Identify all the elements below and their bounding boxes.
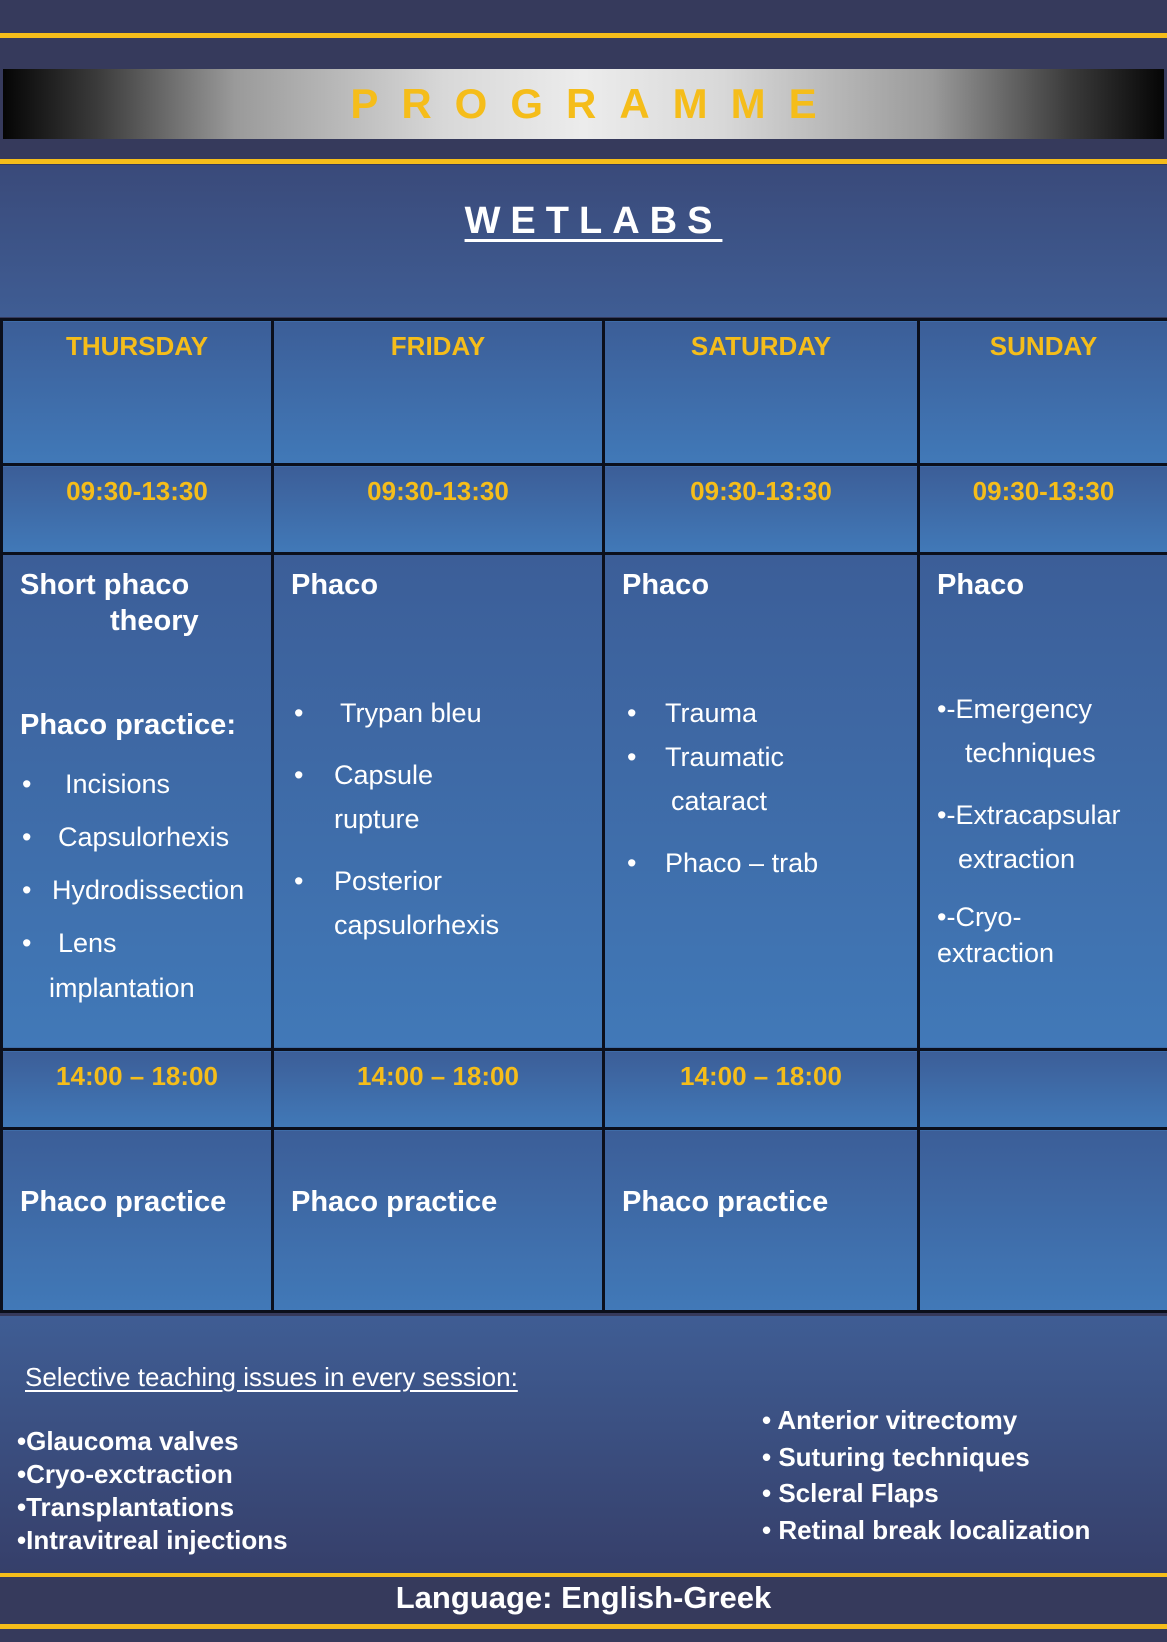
list-item: • Trypan bleu [294,697,482,728]
time-cell: 09:30-13:30 [604,465,919,553]
list-item: • Anterior vitrectomy [762,1405,1018,1435]
session-cell [919,1129,1167,1312]
list-item: •Intravitreal injections [17,1525,288,1555]
time-cell [919,1050,1167,1129]
time-cell: 14:00 – 18:00 [2,1050,273,1129]
day-cell: SATURDAY [604,320,919,465]
thursday-morning-cell [2,553,273,1050]
list-item: • Scleral Flaps [762,1478,939,1508]
session-cell: Phaco practice [273,1129,604,1312]
session-title: Phaco [937,568,1025,601]
session-title: Short phaco theory [20,568,199,637]
list-item: • Capsulorhexis [22,821,230,852]
list-item: • Retinal break localization [762,1514,1091,1545]
morning-time-row [2,465,1167,553]
topic-list [3,742,271,1006]
list-item: •-Extracapsular [937,799,1121,830]
teaching-list-left [17,1425,288,1557]
list-item: • Lens [22,927,117,958]
teaching-title: Selective teaching issues in every session: [25,1362,518,1392]
list-item: implantation [49,972,195,1003]
session-subtitle: Phaco practice: [20,708,236,741]
list-item: • Incisions [22,768,171,799]
programme-banner [3,69,1164,139]
day-cell: SUNDAY [919,320,1167,465]
time-cell: 14:00 – 18:00 [273,1050,604,1129]
list-item: rupture [334,803,420,834]
list-item: • Posterior [294,865,443,896]
time-cell: 09:30-13:30 [919,465,1167,553]
day-cell: THURSDAY [2,320,273,465]
saturday-morning-cell [604,553,919,1050]
sunday-morning-cell [919,553,1167,1050]
list-item: • Suturing techniques [762,1441,1030,1472]
list-item: •Glaucoma valves [17,1426,239,1456]
list-item: • Trauma [627,697,758,728]
mid-gold-line [0,159,1167,164]
day-cell: FRIDAY [273,320,604,465]
topic-list [274,603,602,947]
afternoon-time-row [2,1050,1167,1129]
wetlabs-title: WETLABS [464,200,723,242]
list-item: •-Cryo- [937,901,1022,932]
list-item: • Capsule [294,759,434,790]
list-item: •Cryo-exctraction [17,1459,233,1489]
list-item: extraction [937,937,1055,968]
list-item: •Transplantations [17,1492,235,1522]
list-item: • Hydrodissection [22,874,245,905]
list-item: •-Emergency [937,693,1092,724]
list-item: • Phaco – trab [627,847,819,878]
time-cell: 09:30-13:30 [2,465,273,553]
list-item: extraction [958,843,1076,874]
schedule-table [0,318,1167,1313]
day-header-row [2,320,1167,465]
time-cell: 14:00 – 18:00 [604,1050,919,1129]
list-item: capsulorhexis [334,909,500,940]
list-item: cataract [671,785,768,816]
topic-list [605,603,917,885]
session-cell: Phaco practice [2,1129,273,1312]
friday-morning-cell [273,553,604,1050]
list-item: • Traumatic [627,741,785,772]
list-item: techniques [965,737,1096,768]
morning-session-row [2,553,1167,1050]
afternoon-session-row [2,1129,1167,1312]
banner-title: PROGRAMME [350,80,840,127]
top-gold-line [0,33,1167,38]
session-cell: Phaco practice [604,1129,919,1312]
footer-bottom-gold-line [0,1624,1167,1629]
session-title: Phaco [622,568,710,601]
topic-list [920,603,1167,971]
language-label: Language: English-Greek [395,1580,772,1615]
time-cell: 09:30-13:30 [273,465,604,553]
session-title: Phaco [291,568,379,601]
teaching-list-right [762,1402,1090,1548]
